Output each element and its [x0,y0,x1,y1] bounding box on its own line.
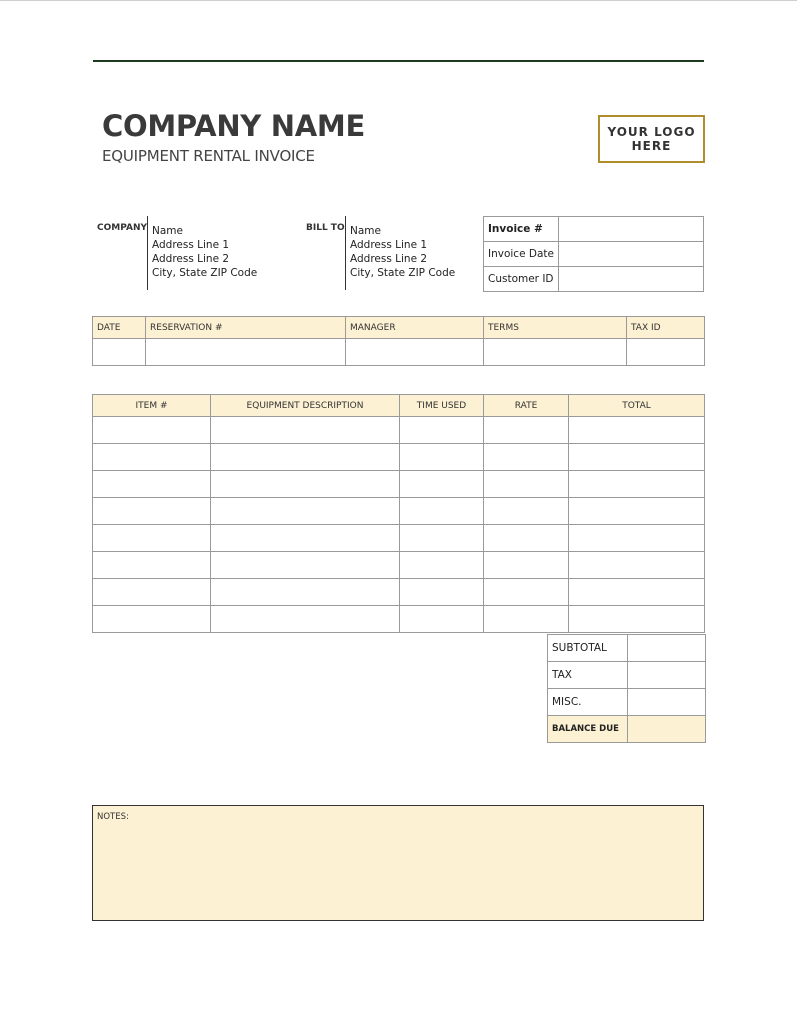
balance-due-row [548,716,706,743]
misc-label: MISC. [548,689,628,716]
time-used-cell[interactable] [400,471,484,498]
description-cell[interactable] [211,471,400,498]
table-row [93,444,705,471]
invoice-meta-table [483,216,704,292]
tax-field[interactable] [628,662,706,689]
rate-cell[interactable] [484,552,569,579]
misc-field[interactable] [628,689,706,716]
item-number-cell[interactable] [93,498,211,525]
time-used-cell[interactable] [400,606,484,633]
totals-table [547,634,706,743]
company-name-line: Name [152,225,183,237]
reservation-field[interactable] [146,339,346,366]
order-info-header-row [93,317,705,339]
total-cell[interactable] [569,579,705,606]
customer-id-label: Customer ID [484,267,559,292]
items-header-row [93,395,705,417]
description-cell[interactable] [211,498,400,525]
order-info-table [92,316,705,366]
rate-column-header: RATE [484,395,569,417]
item-number-cell[interactable] [93,525,211,552]
total-column-header: TOTAL [569,395,705,417]
bill-to-name-line: Name [350,225,381,237]
total-cell[interactable] [569,471,705,498]
rate-cell[interactable] [484,606,569,633]
reservation-column-header: RESERVATION # [146,317,346,339]
rate-cell[interactable] [484,471,569,498]
description-cell[interactable] [211,552,400,579]
tax-label: TAX [548,662,628,689]
bill-to-city-line: City, State ZIP Code [350,267,456,279]
bill-to-address-line-1: Address Line 1 [350,239,428,251]
tax-row [548,662,706,689]
invoice-number-label: Invoice # [484,217,559,242]
header-rule [93,60,704,62]
description-cell[interactable] [211,579,400,606]
total-cell[interactable] [569,606,705,633]
rate-cell[interactable] [484,444,569,471]
table-row [93,606,705,633]
item-number-column-header: ITEM # [93,395,211,417]
company-city-line: City, State ZIP Code [152,267,258,279]
notes-box[interactable] [92,805,704,921]
total-cell[interactable] [569,525,705,552]
description-column-header: EQUIPMENT DESCRIPTION [211,395,400,417]
time-used-cell[interactable] [400,498,484,525]
description-cell[interactable] [211,525,400,552]
tax-id-column-header: TAX ID [627,317,705,339]
company-name-title: COMPANY NAME [102,109,365,143]
invoice-date-field[interactable] [558,242,703,267]
item-number-cell[interactable] [93,579,211,606]
total-cell[interactable] [569,417,705,444]
terms-column-header: TERMS [484,317,627,339]
balance-due-field[interactable] [628,716,706,743]
table-row [93,498,705,525]
invoice-date-label: Invoice Date [484,242,559,267]
table-row [93,525,705,552]
description-cell[interactable] [211,417,400,444]
logo-text: YOUR LOGO HERE [607,125,696,153]
item-number-cell[interactable] [93,606,211,633]
description-cell[interactable] [211,444,400,471]
notes-label: NOTES: [97,812,129,822]
time-used-cell[interactable] [400,525,484,552]
company-address-block [147,216,257,290]
subtotal-row [548,635,706,662]
table-row [93,417,705,444]
table-row [93,579,705,606]
bill-to-label: BILL TO [306,223,345,233]
date-field[interactable] [93,339,146,366]
table-row [93,471,705,498]
time-used-cell[interactable] [400,444,484,471]
time-used-cell[interactable] [400,417,484,444]
date-column-header: DATE [93,317,146,339]
item-number-cell[interactable] [93,552,211,579]
time-used-cell[interactable] [400,579,484,606]
logo-placeholder [598,115,705,163]
rate-cell[interactable] [484,498,569,525]
rate-cell[interactable] [484,417,569,444]
subtotal-label: SUBTOTAL [548,635,628,662]
total-cell[interactable] [569,498,705,525]
description-cell[interactable] [211,606,400,633]
item-number-cell[interactable] [93,417,211,444]
item-number-cell[interactable] [93,471,211,498]
time-used-cell[interactable] [400,552,484,579]
document-subtitle: EQUIPMENT RENTAL INVOICE [102,147,315,165]
invoice-date-row [484,242,704,267]
misc-row [548,689,706,716]
items-table [92,394,705,633]
rate-cell[interactable] [484,579,569,606]
order-info-value-row [93,339,705,366]
total-cell[interactable] [569,552,705,579]
invoice-number-field[interactable] [558,217,703,242]
manager-column-header: MANAGER [346,317,484,339]
bill-to-address-line-2: Address Line 2 [350,253,428,265]
invoice-number-row [484,217,704,242]
table-row [93,552,705,579]
bill-to-address-block [345,216,455,290]
total-cell[interactable] [569,444,705,471]
company-address-line-2: Address Line 2 [152,253,230,265]
terms-field[interactable] [484,339,627,366]
time-used-column-header: TIME USED [400,395,484,417]
manager-field[interactable] [346,339,484,366]
subtotal-field[interactable] [628,635,706,662]
tax-id-field[interactable] [627,339,705,366]
item-number-cell[interactable] [93,444,211,471]
company-label: COMPANY [97,223,147,233]
balance-due-label: BALANCE DUE [548,716,628,743]
customer-id-field[interactable] [558,267,703,292]
customer-id-row [484,267,704,292]
page-top-border [0,0,797,1]
rate-cell[interactable] [484,525,569,552]
company-address-line-1: Address Line 1 [152,239,230,251]
